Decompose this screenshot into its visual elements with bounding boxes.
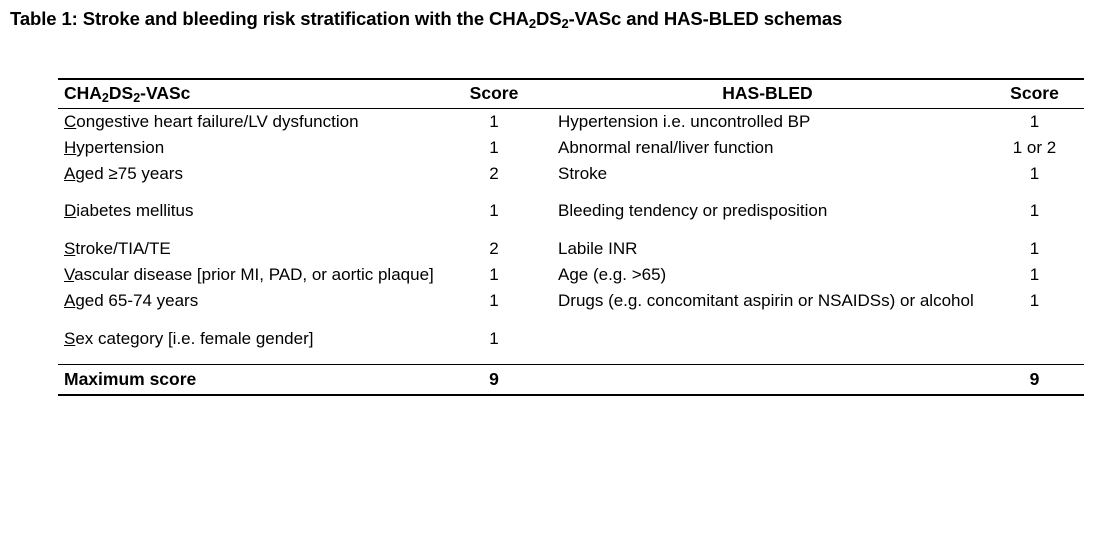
cha-criterion-2: Hypertension: [64, 137, 165, 157]
hasbled-score-1: 1: [1029, 112, 1040, 131]
cha-score-5: 2: [489, 239, 499, 259]
cha-criterion-6: Vascular disease [prior MI, PAD, or aortic plaque]: [64, 265, 434, 285]
hasbled-criterion-8: [550, 326, 985, 352]
maximum-score-left: 9: [438, 364, 550, 395]
table-row: [58, 262, 1084, 288]
hasbled-criterion-2: Abnormal renal/liver function: [558, 137, 774, 157]
caption-sub-1: 2: [528, 16, 536, 31]
cha-criterion-4: Diabetes mellitus: [64, 201, 194, 221]
header-score-right: Score: [985, 79, 1084, 109]
risk-stratification-table: [58, 78, 1084, 396]
hasbled-score-5: 1: [1029, 239, 1040, 259]
hasbled-criterion-7: Drugs (e.g. concomitant aspirin or NSAIDSs) or alcohol: [558, 290, 974, 310]
cha-criterion-1: Congestive heart failure/LV dysfunction: [64, 112, 359, 131]
cha-score-3: 2: [489, 163, 499, 183]
hasbled-criterion-3: Stroke: [558, 163, 608, 183]
hasbled-score-7: 1: [1029, 290, 1040, 310]
hasbled-score-2: 1 or 2: [1012, 137, 1057, 157]
risk-table-container: [58, 78, 1084, 396]
table-header-row: [58, 79, 1084, 109]
header-cha2ds2vasc: $CHA_2DS_2$-VASc: [58, 79, 438, 109]
header-score-left: Score: [438, 79, 550, 109]
table-footer-row: [58, 364, 1084, 395]
maximum-score-label: Maximum score: [58, 364, 438, 395]
table-row: [58, 236, 1084, 262]
cha-score-7: 1: [489, 290, 499, 310]
spacer-row: [58, 314, 1084, 326]
cha-score-1: 1: [489, 112, 499, 131]
hasbled-score-8: [985, 326, 1084, 352]
cha-score-4: 1: [489, 201, 499, 221]
table-row: [58, 326, 1084, 352]
cha-criterion-3: Aged ≥75 years: [64, 163, 183, 183]
header-hasbled: HAS-BLED: [550, 79, 985, 109]
hasbled-score-3: 1: [1029, 163, 1040, 183]
cha-criterion-5: Stroke/TIA/TE: [64, 239, 171, 259]
table-row: [58, 109, 1084, 135]
cha-score-8: 1: [489, 328, 499, 348]
hasbled-score-6: 1: [1029, 265, 1040, 285]
cha-criterion-8: Sex category [i.e. female gender]: [64, 328, 314, 348]
caption-suffix: -VASc and HAS-BLED schemas: [568, 8, 843, 29]
table-row: [58, 198, 1084, 224]
hasbled-criterion-1: Hypertension i.e. uncontrolled BP: [558, 112, 811, 131]
hasbled-criterion-4: Bleeding tendency or predisposition: [558, 201, 828, 221]
table-row: [58, 161, 1084, 187]
maximum-score-right-label: [550, 364, 985, 395]
hasbled-criterion-5: Labile INR: [558, 239, 638, 259]
cha-score-6: 1: [489, 265, 499, 285]
cha-criterion-7: Aged 65-74 years: [64, 290, 199, 310]
spacer-row: [58, 352, 1084, 365]
cha-score-2: 1: [489, 137, 499, 157]
spacer-row: [58, 186, 1084, 198]
table-row: [58, 288, 1084, 314]
caption-sub-2: 2: [561, 16, 569, 31]
table-caption: [10, 8, 842, 30]
hasbled-score-4: 1: [1029, 201, 1040, 221]
spacer-row: [58, 224, 1084, 236]
table-row: [58, 135, 1084, 161]
caption-prefix: Table 1: Stroke and bleeding risk stratification with the CHA: [10, 8, 529, 29]
hasbled-criterion-6: Age (e.g. >65): [558, 265, 667, 285]
maximum-score-right: 9: [985, 364, 1084, 395]
caption-mid: DS: [535, 8, 562, 29]
